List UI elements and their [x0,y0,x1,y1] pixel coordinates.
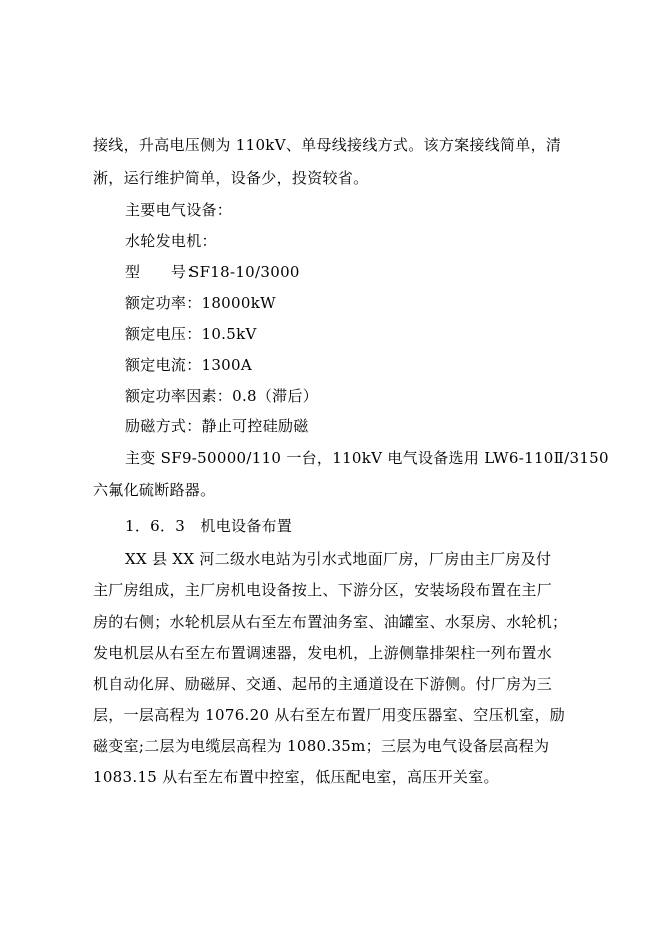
paragraph-line: 发电机层从右至左布置调速器，发电机，上游侧靠排架柱一列布置水 [93,644,553,662]
spec-rated-current: 额定电流：1300A [125,356,253,374]
spec-model-value: SF18-10/3000 [189,263,300,281]
paragraph-line: 淅，运行维护简单，设备少，投资较省。 [93,169,369,187]
paragraph-line: 1083.15 从右至左布置中控室，低压配电室，高压开关室。 [93,768,499,786]
paragraph-line: 磁变室;二层为电缆层高程为 1080.35m；三层为电气设备层高程为 [93,737,550,755]
spec-rated-power: 额定功率：18000kW [125,294,276,312]
paragraph-line: 接线，升高电压侧为 110kV、单母线接线方式。该方案接线简单，清 [93,136,562,154]
spec-model-label: 型 号： [125,263,202,281]
spec-excitation: 励磁方式：静止可控硅励磁 [125,417,309,435]
spec-model [125,262,300,282]
transformer-line: 主变 SF9-50000/110 一台，110kV 电气设备选用 LW6-110Ⅱ/3150 [125,449,609,467]
paragraph-line: 层，一层高程为 1076.20 从右至左布置厂用变压器室、空压机室，励 [93,706,566,724]
paragraph-line: 房的右侧；水轮机层从右至左布置油务室、油罐室、水泵房、水轮机； [93,613,568,631]
spec-rated-voltage: 额定电压：10.5kV [125,325,257,343]
spec-power-factor: 额定功率因素：0.8（滞后） [125,387,319,405]
paragraph-line: XX 县 XX 河二级水电站为引水式地面厂房，厂房由主厂房及付 [125,550,552,568]
generator-heading: 水轮发电机： [125,232,217,250]
transformer-line: 六氟化硫断路器。 [93,481,216,499]
paragraph-line: 主厂房组成，主厂房机电设备按上、下游分区，安装场段布置在主厂 [93,581,553,599]
equipment-heading: 主要电气设备： [125,201,233,219]
paragraph-line: 机自动化屏、励磁屏、交通、起吊的主通道设在下游侧。付厂房为三 [93,675,553,693]
section-heading: 1．6．3 机电设备布置 [125,517,293,535]
